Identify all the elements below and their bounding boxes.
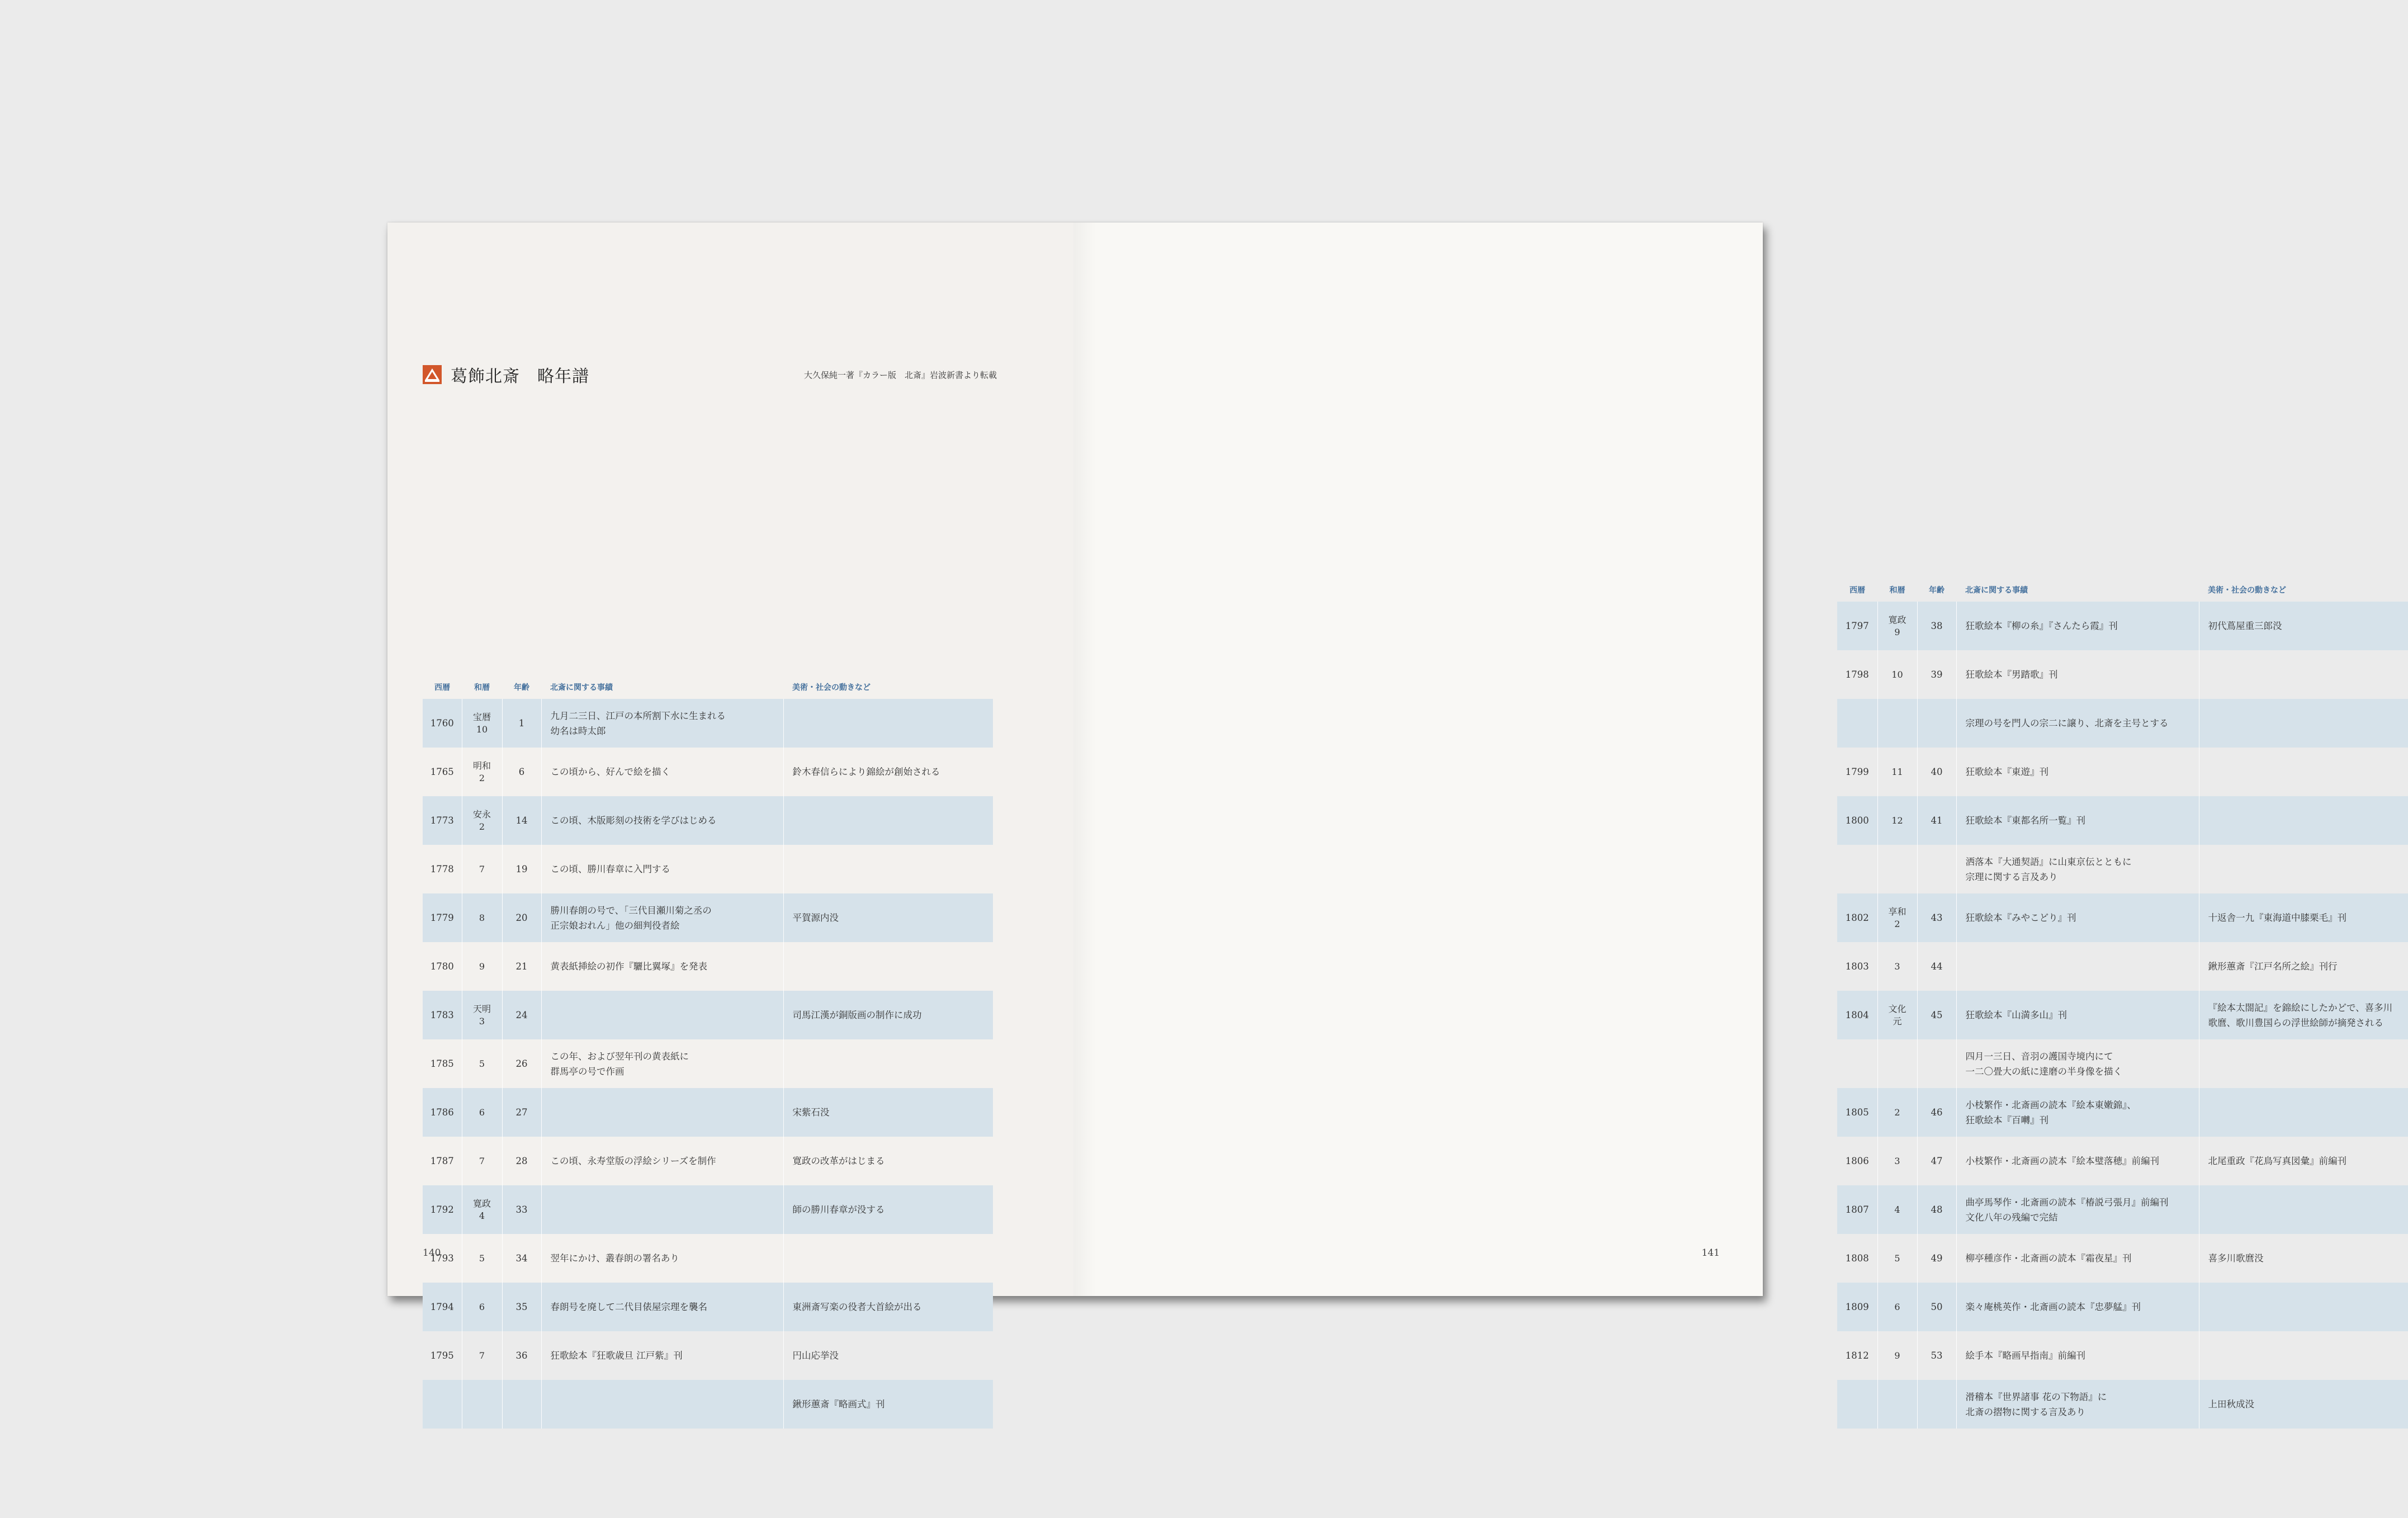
art-society-cell bbox=[2199, 650, 2408, 699]
art-society-cell bbox=[783, 845, 993, 893]
event-cell: この年、および翌年刊の黄表紙に 群馬亭の号で作画 bbox=[541, 1039, 783, 1088]
header-events: 北斎に関する事績 bbox=[1965, 586, 2028, 595]
art-society-cell bbox=[2199, 1185, 2408, 1234]
chronology-table-right bbox=[1837, 578, 2408, 1429]
art-society-cell: 初代蔦屋重三郎没 bbox=[2199, 602, 2408, 650]
table-row bbox=[1837, 845, 2408, 893]
year-cell: 1760 bbox=[423, 699, 462, 748]
year-cell bbox=[1837, 1039, 1877, 1088]
source-note: 大久保純一著『カラー版 北斎』岩波新書より転載 bbox=[803, 370, 997, 380]
era-cell: 7 bbox=[462, 1331, 502, 1380]
era-cell: 11 bbox=[1877, 748, 1917, 796]
event-cell: 狂歌絵本『山満多山』刊 bbox=[1956, 991, 2199, 1039]
era-cell: 4 bbox=[1877, 1185, 1917, 1234]
table-row bbox=[1837, 1331, 2408, 1380]
year-cell: 1780 bbox=[430, 961, 454, 972]
event-cell: 小枝繁作・北斎画の読本『絵本東嫩錦』、 狂歌絵本『百囀』刊 bbox=[1956, 1088, 2199, 1137]
era-cell: 明和 2 bbox=[462, 748, 502, 796]
table-row bbox=[423, 1234, 993, 1283]
age-cell: 36 bbox=[502, 1331, 541, 1380]
table-row bbox=[423, 1331, 993, 1380]
year-cell: 1785 bbox=[430, 1058, 454, 1069]
age-cell: 39 bbox=[1917, 650, 1956, 699]
art-society-cell bbox=[2199, 845, 2408, 893]
event-cell bbox=[541, 1380, 783, 1429]
era-cell: 5 bbox=[462, 1234, 502, 1283]
age-cell: 43 bbox=[1917, 893, 1956, 942]
header-events: 北斎に関する事績 bbox=[550, 683, 613, 692]
era-cell: 天明 3 bbox=[462, 991, 502, 1039]
table-row bbox=[1837, 796, 2408, 845]
age-cell: 53 bbox=[1917, 1331, 1956, 1380]
year-cell: 1808 bbox=[1845, 1253, 1869, 1264]
age-cell: 34 bbox=[502, 1234, 541, 1283]
year-cell: 1773 bbox=[423, 796, 462, 845]
art-society-cell: 東洲斎写楽の役者大首絵が出る bbox=[783, 1283, 993, 1331]
era-cell: 3 bbox=[1877, 1137, 1917, 1185]
year-cell: 1778 bbox=[430, 864, 454, 874]
art-society-cell: 十返舎一九『東海道中膝栗毛』刊 bbox=[2199, 893, 2408, 942]
era-cell: 6 bbox=[1877, 1283, 1917, 1331]
table-row bbox=[1837, 1380, 2408, 1429]
year-cell: 1804 bbox=[1837, 991, 1877, 1039]
event-cell bbox=[541, 1088, 783, 1137]
age-cell bbox=[1917, 845, 1956, 893]
table-row bbox=[1837, 1137, 2408, 1185]
age-cell: 6 bbox=[502, 748, 541, 796]
year-cell: 1779 bbox=[423, 893, 462, 942]
art-society-cell bbox=[783, 796, 993, 845]
table-row bbox=[1837, 1185, 2408, 1234]
era-cell bbox=[1877, 1380, 1917, 1429]
age-cell: 49 bbox=[1917, 1234, 1956, 1283]
year-cell: 1800 bbox=[1837, 796, 1877, 845]
era-cell: 安永 2 bbox=[462, 796, 502, 845]
age-cell bbox=[1917, 699, 1956, 748]
table-row bbox=[1837, 650, 2408, 699]
art-society-cell: 円山応挙没 bbox=[783, 1331, 993, 1380]
header-art-society: 美術・社会の動きなど bbox=[2208, 586, 2286, 595]
age-cell: 14 bbox=[502, 796, 541, 845]
age-cell: 26 bbox=[502, 1039, 541, 1088]
age-cell: 27 bbox=[502, 1088, 541, 1137]
era-cell: 10 bbox=[1877, 650, 1917, 699]
era-cell: 寛政 9 bbox=[1877, 602, 1917, 650]
age-cell: 33 bbox=[502, 1185, 541, 1234]
art-society-cell bbox=[783, 1234, 993, 1283]
art-society-cell bbox=[2199, 796, 2408, 845]
event-cell: この頃、永寿堂版の浮絵シリーズを制作 bbox=[541, 1137, 783, 1185]
header-age: 年齢 bbox=[1929, 586, 1945, 595]
table-row bbox=[1837, 1234, 2408, 1283]
art-society-cell: 平賀源内没 bbox=[783, 893, 993, 942]
era-cell: 9 bbox=[1877, 1331, 1917, 1380]
table-row bbox=[423, 845, 993, 893]
event-cell: 春朗号を廃して二代目俵屋宗理を襲名 bbox=[541, 1283, 783, 1331]
year-cell: 1787 bbox=[430, 1156, 454, 1166]
book-spread bbox=[387, 223, 2393, 1417]
table-header-row bbox=[1837, 578, 2408, 602]
header-era: 和暦 bbox=[474, 683, 490, 692]
event-cell: 狂歌絵本『狂歌歳旦 江戸紫』刊 bbox=[541, 1331, 783, 1380]
era-cell: 5 bbox=[462, 1039, 502, 1088]
year-cell: 1765 bbox=[430, 767, 454, 777]
year-cell: 1786 bbox=[423, 1088, 462, 1137]
age-cell: 19 bbox=[502, 845, 541, 893]
age-cell: 41 bbox=[1917, 796, 1956, 845]
year-cell: 1794 bbox=[423, 1283, 462, 1331]
table-row bbox=[423, 1039, 993, 1088]
event-cell: 翌年にかけ、叢春朗の署名あり bbox=[541, 1234, 783, 1283]
era-cell: 寛政 4 bbox=[462, 1185, 502, 1234]
event-cell: この頃、木版彫刻の技術を学びはじめる bbox=[541, 796, 783, 845]
art-society-cell: 鍬形蕙斎『略画式』刊 bbox=[783, 1380, 993, 1429]
header-age: 年齢 bbox=[514, 683, 529, 692]
table-row bbox=[1837, 942, 2408, 991]
event-cell: 狂歌絵本『柳の糸』『さんたら霞』刊 bbox=[1956, 602, 2199, 650]
table-row bbox=[1837, 1283, 2408, 1331]
era-cell: 享和 2 bbox=[1877, 893, 1917, 942]
table-row bbox=[1837, 1039, 2408, 1088]
age-cell: 40 bbox=[1917, 748, 1956, 796]
art-society-cell bbox=[2199, 1088, 2408, 1137]
chronology-table-left bbox=[423, 675, 993, 1429]
header-year: 西暦 bbox=[1849, 586, 1865, 595]
art-society-cell: 寛政の改革がはじまる bbox=[783, 1137, 993, 1185]
page-number-right: 141 bbox=[1701, 1247, 1720, 1259]
era-cell: 5 bbox=[1877, 1234, 1917, 1283]
event-cell: 宗理の号を門人の宗二に譲り、北斎を主号とする bbox=[1956, 699, 2199, 748]
art-society-cell: 司馬江漢が銅版画の制作に成功 bbox=[783, 991, 993, 1039]
art-society-cell bbox=[2199, 1039, 2408, 1088]
table-row bbox=[423, 1185, 993, 1234]
art-society-cell: 鍬形蕙斎『江戸名所之絵』刊行 bbox=[2199, 942, 2408, 991]
event-cell bbox=[541, 991, 783, 1039]
event-cell: 洒落本『大通契語』に山東京伝とともに 宗理に関する言及あり bbox=[1956, 845, 2199, 893]
art-society-cell bbox=[2199, 699, 2408, 748]
left-page bbox=[387, 223, 1073, 1410]
year-cell: 1783 bbox=[423, 991, 462, 1039]
era-cell: 7 bbox=[462, 845, 502, 893]
age-cell: 20 bbox=[502, 893, 541, 942]
art-society-cell: 鈴木春信らにより錦絵が創始される bbox=[783, 748, 993, 796]
table-header-row bbox=[423, 675, 993, 699]
year-cell bbox=[423, 1380, 462, 1429]
event-cell: 曲亭馬琴作・北斎画の読本『椿説弓張月』前編刊 文化八年の残編で完結 bbox=[1956, 1185, 2199, 1234]
age-cell: 44 bbox=[1917, 942, 1956, 991]
age-cell: 47 bbox=[1917, 1137, 1956, 1185]
event-cell bbox=[541, 1185, 783, 1234]
table-row bbox=[423, 1088, 993, 1137]
age-cell: 50 bbox=[1917, 1283, 1956, 1331]
era-cell: 9 bbox=[462, 942, 502, 991]
year-cell: 1807 bbox=[1837, 1185, 1877, 1234]
art-society-cell bbox=[783, 699, 993, 748]
year-cell: 1805 bbox=[1837, 1088, 1877, 1137]
table-row bbox=[423, 942, 993, 991]
event-cell: 勝川春朗の号で、「三代目瀬川菊之丞の 正宗娘おれん」他の細判役者絵 bbox=[541, 893, 783, 942]
event-cell: 柳亭種彦作・北斎画の読本『霜夜星』刊 bbox=[1956, 1234, 2199, 1283]
table-row bbox=[423, 1283, 993, 1331]
table-row bbox=[423, 796, 993, 845]
year-cell: 1803 bbox=[1845, 961, 1869, 972]
age-cell: 1 bbox=[502, 699, 541, 748]
age-cell: 21 bbox=[502, 942, 541, 991]
header-era: 和暦 bbox=[1889, 586, 1905, 595]
page-number-left: 140 bbox=[423, 1247, 441, 1259]
era-cell: 12 bbox=[1877, 796, 1917, 845]
era-cell bbox=[462, 1380, 502, 1429]
age-cell bbox=[1917, 1380, 1956, 1429]
title-block bbox=[423, 363, 589, 386]
year-cell bbox=[1837, 845, 1877, 893]
table-row bbox=[1837, 991, 2408, 1039]
era-cell: 文化 元 bbox=[1877, 991, 1917, 1039]
table-row bbox=[1837, 699, 2408, 748]
event-cell: 狂歌絵本『東遊』刊 bbox=[1956, 748, 2199, 796]
year-cell: 1799 bbox=[1845, 767, 1869, 777]
year-cell bbox=[1837, 699, 1877, 748]
age-cell: 38 bbox=[1917, 602, 1956, 650]
art-society-cell bbox=[783, 1039, 993, 1088]
year-cell: 1797 bbox=[1837, 602, 1877, 650]
art-society-cell: 師の勝川春章が没する bbox=[783, 1185, 993, 1234]
table-row bbox=[423, 893, 993, 942]
event-cell bbox=[1956, 942, 2199, 991]
event-cell: この頃から、好んで絵を描く bbox=[541, 748, 783, 796]
event-cell: 黄表紙挿絵の初作『驪比翼塚』を発表 bbox=[541, 942, 783, 991]
year-cell: 1802 bbox=[1837, 893, 1877, 942]
event-cell: 狂歌絵本『東都名所一覧』刊 bbox=[1956, 796, 2199, 845]
art-society-cell: 『絵本太閤記』を錦絵にしたかどで、喜多川 歌麿、歌川豊国らの浮世絵師が摘発される bbox=[2199, 991, 2408, 1039]
year-cell: 1809 bbox=[1837, 1283, 1877, 1331]
art-society-cell bbox=[2199, 1283, 2408, 1331]
age-cell bbox=[502, 1380, 541, 1429]
era-cell bbox=[1877, 699, 1917, 748]
year-cell bbox=[1837, 1380, 1877, 1429]
event-cell: この頃、勝川春章に入門する bbox=[541, 845, 783, 893]
art-society-cell bbox=[2199, 1331, 2408, 1380]
art-society-cell bbox=[2199, 748, 2408, 796]
event-cell: 狂歌絵本『みやこどり』刊 bbox=[1956, 893, 2199, 942]
year-cell: 1792 bbox=[423, 1185, 462, 1234]
age-cell bbox=[1917, 1039, 1956, 1088]
age-cell: 35 bbox=[502, 1283, 541, 1331]
art-society-cell bbox=[783, 942, 993, 991]
mountain-logo-icon bbox=[423, 365, 442, 384]
era-cell: 6 bbox=[462, 1088, 502, 1137]
year-cell: 1798 bbox=[1845, 669, 1869, 680]
right-page bbox=[1073, 223, 2393, 1417]
table-row bbox=[423, 1137, 993, 1185]
event-cell: 滑稽本『世界諸事 花の下物語』に 北斎の摺物に関する言及あり bbox=[1956, 1380, 2199, 1429]
era-cell bbox=[1877, 845, 1917, 893]
age-cell: 24 bbox=[502, 991, 541, 1039]
book-gutter bbox=[1073, 223, 1096, 1296]
event-cell: 小枝繁作・北斎画の読本『絵本璧落穂』前編刊 bbox=[1956, 1137, 2199, 1185]
art-society-cell: 上田秋成没 bbox=[2199, 1380, 2408, 1429]
header-art-society: 美術・社会の動きなど bbox=[792, 683, 871, 692]
event-cell: 楽々庵桃英作・北斎画の読本『忠夢艋』刊 bbox=[1956, 1283, 2199, 1331]
table-row bbox=[423, 699, 993, 748]
era-cell: 宝暦 10 bbox=[462, 699, 502, 748]
art-society-cell: 北尾重政『花鳥写真図彙』前編刊 bbox=[2199, 1137, 2408, 1185]
year-cell: 1812 bbox=[1845, 1350, 1869, 1361]
year-cell: 1806 bbox=[1845, 1156, 1869, 1166]
event-cell: 九月二三日、江戸の本所割下水に生まれる 幼名は時太郎 bbox=[541, 699, 783, 748]
year-cell: 1795 bbox=[430, 1350, 454, 1361]
age-cell: 46 bbox=[1917, 1088, 1956, 1137]
table-row bbox=[1837, 748, 2408, 796]
event-cell: 絵手本『略画早指南』前編刊 bbox=[1956, 1331, 2199, 1380]
event-cell: 狂歌絵本『男踏歌』刊 bbox=[1956, 650, 2199, 699]
page-title: 葛飾北斎 略年譜 bbox=[451, 367, 589, 386]
art-society-cell: 宋紫石没 bbox=[783, 1088, 993, 1137]
table-row bbox=[423, 991, 993, 1039]
event-cell: 四月一三日、音羽の護国寺境内にて 一二〇畳大の紙に達磨の半身像を描く bbox=[1956, 1039, 2199, 1088]
table-row bbox=[1837, 1088, 2408, 1137]
era-cell bbox=[1877, 1039, 1917, 1088]
table-row bbox=[423, 748, 993, 796]
table-row bbox=[423, 1380, 993, 1429]
age-cell: 48 bbox=[1917, 1185, 1956, 1234]
age-cell: 45 bbox=[1917, 991, 1956, 1039]
table-row bbox=[1837, 893, 2408, 942]
header-year: 西暦 bbox=[434, 683, 450, 692]
era-cell: 3 bbox=[1877, 942, 1917, 991]
art-society-cell: 喜多川歌麿没 bbox=[2199, 1234, 2408, 1283]
era-cell: 2 bbox=[1877, 1088, 1917, 1137]
age-cell: 28 bbox=[502, 1137, 541, 1185]
era-cell: 8 bbox=[462, 893, 502, 942]
table-row bbox=[1837, 602, 2408, 650]
era-cell: 7 bbox=[462, 1137, 502, 1185]
era-cell: 6 bbox=[462, 1283, 502, 1331]
year-cell: 1793 bbox=[430, 1253, 454, 1264]
